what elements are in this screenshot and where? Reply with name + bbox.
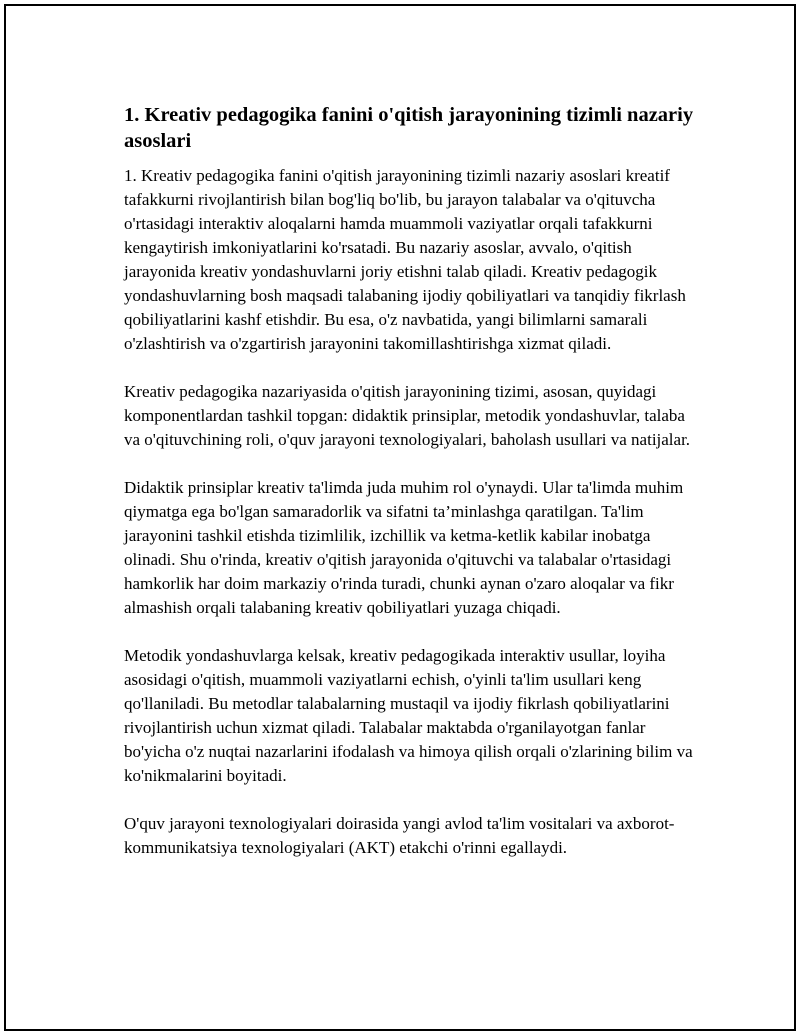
page-frame xyxy=(4,4,796,1031)
paragraph-methodical-approaches: Metodik yondashuvlarga kelsak, kreativ pedagogikada interaktiv usullar, loyiha asosidagi o'qitish, muammoli vaziyatlarni echish, o'yinli ta'lim usullari keng qo'llaniladi. Bu metodlar talabalarning mustaqil va ijodiy fikrlash qobiliyatlarini rivojlantirish uchun xizmat qiladi. Talabalar maktabda o'rganilayotgan fanlar bo'yicha o'z nuqtai nazarlarini ifodalash va himoya qilish orqali o'zlarining bilim va ko'nikmalarini boyitadi. xyxy=(124,646,693,785)
paragraph-technologies: O'quv jarayoni texnologiyalari doirasida yangi avlod ta'lim vositalari va axborot-kommunikatsiya texnologiyalari (AKT) etakchi o'rinni egallaydi. xyxy=(124,814,675,857)
paragraph-didactic-principles: Didaktik prinsiplar kreativ ta'limda juda muhim rol o'ynaydi. Ular ta'limda muhim qiymatga ega bo'lgan samaradorlik va sifatni ta’minlashga qaratilgan. Ta'lim jarayonini tashkil etishda tizimlilik, izchillik va ketma-ketlik kabilar inobatga olinadi. Shu o'rinda, kreativ o'qitish jarayonida o'qituvchi va talabalar o'rtasidagi hamkorlik har doim markaziy o'rinda turadi, chunki aynan o'zaro aloqalar va fikr almashish orqali talabaning kreativ qobiliyatlari yuzaga chiqadi. xyxy=(124,478,684,617)
document-body xyxy=(124,102,694,884)
paragraph-intro: 1. Kreativ pedagogika fanini o'qitish jarayonining tizimli nazariy asoslari kreatif tafakkurni rivojlantirish bilan bog'liq bo'lib, bu jarayon talabalar va o'qituvcha o'rtasidagi interaktiv aloqalarni hamda muammoli vaziyatlar orqali tafakkurni kengaytirish imkoniyatlarini ko'rsatadi. Bu nazariy asoslar, avvalo, o'qitish jarayonida kreativ yondashuvlarni joriy etishni talab qiladi. Kreativ pedagogik yondashuvlarning bosh maqsadi talabaning ijodiy qobiliyatlari va tanqidiy fikrlash qobiliyatlarini kashf etishdir. Bu esa, o'z navbatida, yangi bilimlarni samarali o'zlashtirish va o'zgartirish jarayonini takomillashtirishga xizmat qiladi. xyxy=(124,166,686,353)
paragraph-components: Kreativ pedagogika nazariyasida o'qitish jarayonining tizimi, asosan, quyidagi komponentlardan tashkil topgan: didaktik prinsiplar, metodik yondashuvlar, talaba va o'qituvchining roli, o'quv jarayoni texnologiyalari, baholash usullari va natijalar. xyxy=(124,382,691,449)
section-heading: 1. Kreativ pedagogika fanini o'qitish jarayonining tizimli nazariy asoslari xyxy=(124,104,694,152)
